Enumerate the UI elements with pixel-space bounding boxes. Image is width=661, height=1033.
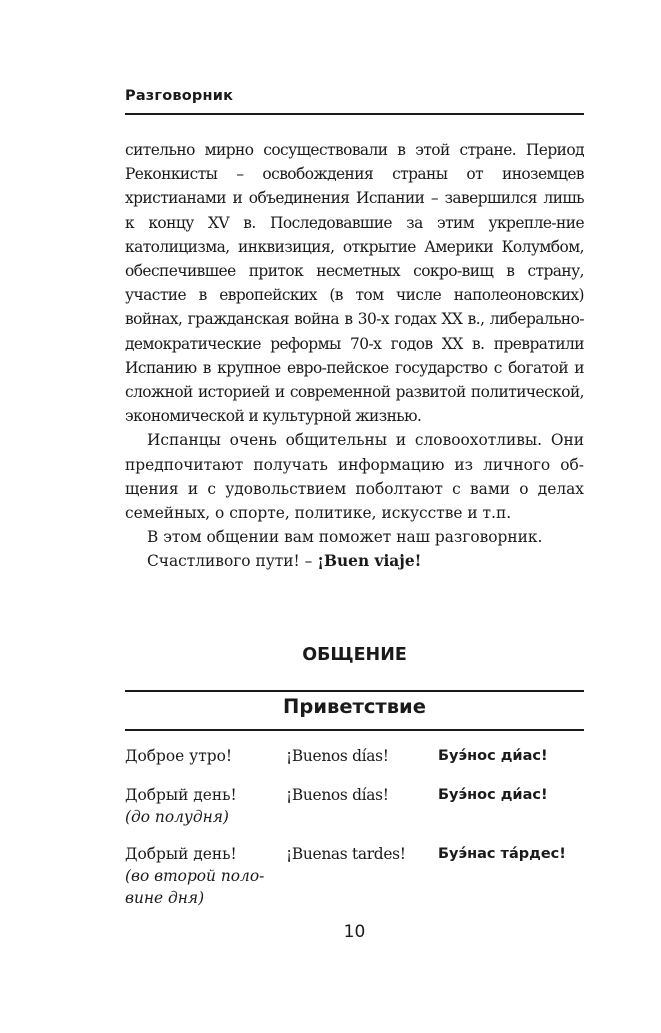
phrase-russian — [125, 745, 275, 767]
phrase-spanish: ¡Buenos días! — [286, 786, 389, 804]
phrase-russian-text: Доброе утро! — [125, 747, 233, 765]
farewell-text: Счастливого пути! – — [147, 552, 318, 571]
header-rule — [125, 113, 584, 115]
paragraph-4 — [125, 549, 584, 573]
phrase-spanish: ¡Buenas tardes! — [286, 845, 406, 863]
phrase-transcription: Буэ́нас та́рдес! — [438, 846, 566, 862]
phrase-russian — [125, 784, 275, 828]
paragraph-1: сительно мирно сосуществовали в этой стране. Период Реконкисты – освобождения страны от иноземцев христианами и объединения Испании – завершился лишь к концу XV в. Последовавшие за этим укрепле-ние католицизма, инквизиция, открытие Америки Колумбом, обеспечившее приток несметных сокро-вищ в страну, участие в европейских (в том числе наполеоновских) войнах, гражданская война в 30-х годах XX в., либерально-демократические реформы 70-х годов XX в. превратили Испанию в крупное евро-пейское государство с богатой и сложной историей и современной развитой политической, экономической и культурной жизнью. — [125, 141, 584, 426]
paragraph-2: Испанцы очень общительны и словоохотливы. Они предпочитают получать информацию из личного об-щения и с удовольствием поболтают с вами о делах семейных, о спорте, политике, искусстве и т.п. — [125, 431, 584, 523]
section-rule-bottom — [125, 729, 584, 731]
page-number: 10 — [343, 922, 366, 942]
phrase-note: (до полудня) — [125, 808, 229, 826]
body-text — [125, 138, 584, 574]
phrase-russian-text: Добрый день! — [125, 845, 237, 863]
section-title: ОБЩЕНИЕ — [302, 645, 407, 665]
farewell-spanish: ¡Buen viaje! — [317, 552, 422, 571]
paragraph-3: В этом общении вам поможет наш разговорник. — [147, 528, 543, 547]
phrase-russian — [125, 843, 275, 909]
phrase-russian-text: Добрый день! — [125, 786, 237, 804]
phrase-transcription: Буэ́нос ди́ас! — [438, 787, 548, 803]
phrase-spanish: ¡Buenos días! — [286, 747, 389, 765]
phrase-note: (во второй поло-вине дня) — [125, 867, 265, 907]
phrase-transcription: Буэ́нос ди́ас! — [438, 748, 548, 764]
subsection-title: Приветствие — [283, 695, 426, 718]
section-rule-top — [125, 690, 584, 692]
running-head: Разговорник — [125, 88, 234, 104]
